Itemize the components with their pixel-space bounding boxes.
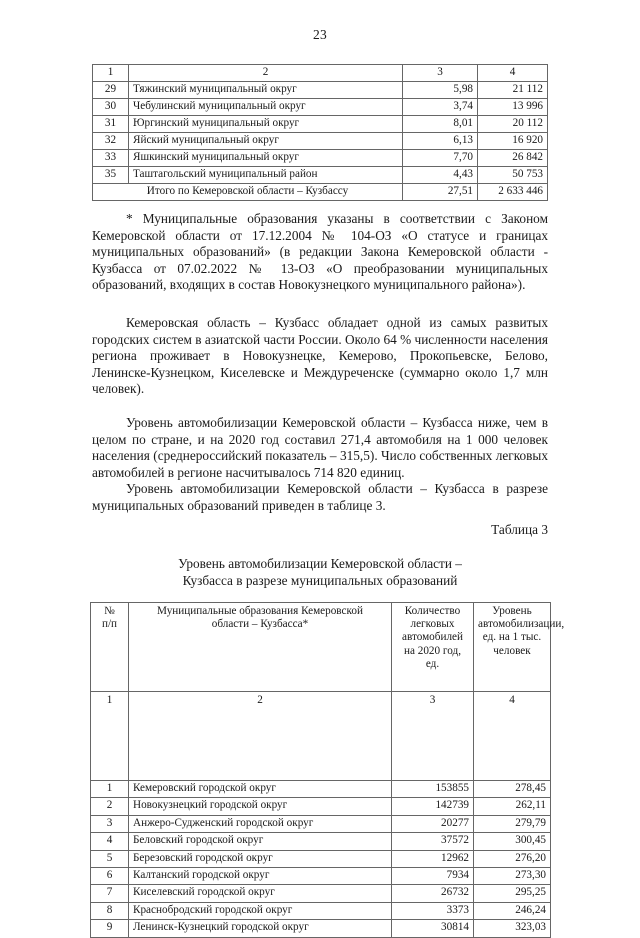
- header-motorization-line-4: человек: [493, 644, 531, 657]
- row-car-count: 26732: [392, 885, 474, 902]
- row-value-4: 20 112: [478, 116, 548, 133]
- page-number: 23: [312, 27, 328, 42]
- column-number-1: 1: [91, 692, 129, 781]
- column-number-1: 1: [93, 65, 129, 82]
- table-row: [91, 850, 551, 867]
- row-number: 8: [91, 902, 129, 919]
- table-row: [93, 116, 548, 133]
- table-row-column-numbers: [91, 692, 551, 781]
- header-motorization-line-1: Уровень: [492, 605, 532, 617]
- header-car-count-line-2: легковых: [410, 618, 455, 631]
- column-number-3: 3: [403, 65, 478, 82]
- row-number: 6: [91, 867, 129, 884]
- row-name: Тяжинский муниципальный округ: [129, 82, 403, 99]
- header-cell-municipality: [129, 603, 392, 692]
- row-number: 30: [93, 99, 129, 116]
- table-label: Таблица 3: [491, 522, 548, 537]
- row-value-3: 8,01: [403, 116, 478, 133]
- row-name: Чебулинский муниципальный округ: [129, 99, 403, 116]
- footnote-paragraph: * Муниципальные образования указаны в соответствии с Законом Кемеровской области от 17.12.2004 № 104-ОЗ «О статусе и границах муниципальных образований» (в редакции Закона Кемеровской области - Кузбасса от 07.02.2022 № 13-ОЗ «О преобразовании муниципальных образований, входящих в состав Новокузнецкого муниципального района»).: [92, 211, 548, 293]
- table-row: [91, 867, 551, 884]
- row-municipality: Киселевский городской округ: [129, 885, 392, 902]
- row-value-3: 5,98: [403, 82, 478, 99]
- column-number-4: 4: [474, 692, 551, 781]
- row-number: 2: [91, 798, 129, 815]
- header-municipality-line-1: Муниципальные образования Кемеровской: [157, 605, 363, 617]
- row-motorization-level: 323,03: [474, 920, 551, 937]
- table-row-column-numbers: [93, 65, 548, 82]
- row-municipality: Ленинск-Кузнецкий городской округ: [129, 920, 392, 937]
- table-row: [93, 99, 548, 116]
- row-value-4: 13 996: [478, 99, 548, 116]
- row-value-4: 26 842: [478, 150, 548, 167]
- table-header-row: [91, 603, 551, 692]
- row-car-count: 20277: [392, 815, 474, 832]
- row-number: 7: [91, 885, 129, 902]
- row-name: Яйский муниципальный округ: [129, 133, 403, 150]
- row-motorization-level: 278,45: [474, 781, 551, 798]
- body-block-1: [92, 315, 548, 398]
- row-name: Юргинский муниципальный округ: [129, 116, 403, 133]
- header-cell-car-count: [392, 603, 474, 692]
- row-car-count: 153855: [392, 781, 474, 798]
- column-number-2: 2: [129, 692, 392, 781]
- header-number-line-1: №: [104, 605, 115, 617]
- paragraph-urban-systems: Кемеровская область – Кузбасс обладает одной из самых развитых городских систем в азиатской части России. Около 64 % численности населения региона проживает в Новокузнецке, Кемерово, Прокопьевске, Белово, Ленинске-Кузнецком, Киселевске и Междуреченске (суммарно около 1,7 млн человек).: [92, 315, 548, 397]
- total-value-4: 2 633 446: [478, 184, 548, 201]
- table-row: [93, 133, 548, 150]
- row-municipality: Новокузнецкий городской округ: [129, 798, 392, 815]
- row-number: 1: [91, 781, 129, 798]
- table-row: [93, 167, 548, 184]
- row-number: 32: [93, 133, 129, 150]
- footnote-block: [92, 211, 548, 294]
- header-car-count-line-1: Количество: [404, 605, 461, 617]
- row-number: 5: [91, 850, 129, 867]
- row-number: 33: [93, 150, 129, 167]
- row-municipality: Краснобродский городской округ: [129, 902, 392, 919]
- table-row: [91, 833, 551, 850]
- row-number: 29: [93, 82, 129, 99]
- continuation-table: [92, 64, 548, 201]
- row-motorization-level: 295,25: [474, 885, 551, 902]
- table-row: [93, 82, 548, 99]
- table-title-line-1: Уровень автомобилизации Кемеровской области –: [178, 556, 462, 571]
- header-cell-number: [91, 603, 129, 692]
- row-municipality: Анжеро-Судженский городской округ: [129, 815, 392, 832]
- motorization-table: [90, 602, 565, 938]
- row-number: 35: [93, 167, 129, 184]
- row-motorization-level: 300,45: [474, 833, 551, 850]
- row-car-count: 3373: [392, 902, 474, 919]
- row-motorization-level: 246,24: [474, 902, 551, 919]
- table-row: [91, 798, 551, 815]
- row-value-4: 21 112: [478, 82, 548, 99]
- paragraph-table-reference: Уровень автомобилизации Кемеровской области – Кузбасса в разрезе муниципальных образований приведен в таблице 3.: [92, 481, 548, 513]
- column-number-4: 4: [478, 65, 548, 82]
- header-motorization-line-3: ед. на 1 тыс.: [482, 631, 542, 644]
- header-municipality-line-2: области – Кузбасса*: [211, 618, 309, 631]
- row-motorization-level: 279,79: [474, 815, 551, 832]
- row-municipality: Калтанский городской округ: [129, 867, 392, 884]
- row-value-3: 3,74: [403, 99, 478, 116]
- row-number: 31: [93, 116, 129, 133]
- table-title: [92, 556, 548, 589]
- row-value-3: 7,70: [403, 150, 478, 167]
- header-car-count-line-5: ед.: [425, 657, 440, 670]
- table-row: [91, 920, 551, 937]
- row-car-count: 37572: [392, 833, 474, 850]
- row-value-3: 6,13: [403, 133, 478, 150]
- row-car-count: 142739: [392, 798, 474, 815]
- row-value-4: 16 920: [478, 133, 548, 150]
- table-row: [91, 781, 551, 798]
- row-value-4: 50 753: [478, 167, 548, 184]
- row-car-count: 30814: [392, 920, 474, 937]
- row-municipality: Беловский городской округ: [129, 833, 392, 850]
- header-number-line-2: п/п: [101, 618, 118, 631]
- table-row: [91, 885, 551, 902]
- row-motorization-level: 262,11: [474, 798, 551, 815]
- row-name: Яшкинский муниципальный округ: [129, 150, 403, 167]
- table-row-total: [93, 184, 548, 201]
- row-municipality: Кемеровский городской округ: [129, 781, 392, 798]
- body-block-2: [92, 415, 548, 515]
- paragraph-motorization-level: Уровень автомобилизации Кемеровской области – Кузбасса ниже, чем в целом по стране, и на 2020 год составил 271,4 автомобиля на 1 000 человек населения (среднероссийский показатель – 315,5). Число собственных легковых автомобилей в регионе насчитывалось 714 820 единиц.: [92, 415, 548, 480]
- row-name: Таштагольский муниципальный район: [129, 167, 403, 184]
- header-motorization-line-2: автомобилизации,: [478, 618, 565, 631]
- table-row: [93, 150, 548, 167]
- row-number: 4: [91, 833, 129, 850]
- column-number-3: 3: [392, 692, 474, 781]
- header-cell-motorization: [474, 603, 565, 692]
- row-number: 3: [91, 815, 129, 832]
- row-motorization-level: 276,20: [474, 850, 551, 867]
- header-car-count-line-3: автомобилей: [402, 631, 463, 644]
- row-value-3: 4,43: [403, 167, 478, 184]
- row-number: 9: [91, 920, 129, 937]
- table-title-line-2: Кузбасса в разрезе муниципальных образований: [182, 572, 458, 588]
- total-label: Итого по Кемеровской области – Кузбассу: [93, 184, 403, 201]
- header-car-count-line-4: на 2020 год,: [404, 644, 461, 657]
- row-car-count: 7934: [392, 867, 474, 884]
- row-car-count: 12962: [392, 850, 474, 867]
- table-row: [91, 815, 551, 832]
- row-municipality: Березовский городской округ: [129, 850, 392, 867]
- column-number-2: 2: [129, 65, 403, 82]
- row-motorization-level: 273,30: [474, 867, 551, 884]
- total-value-3: 27,51: [403, 184, 478, 201]
